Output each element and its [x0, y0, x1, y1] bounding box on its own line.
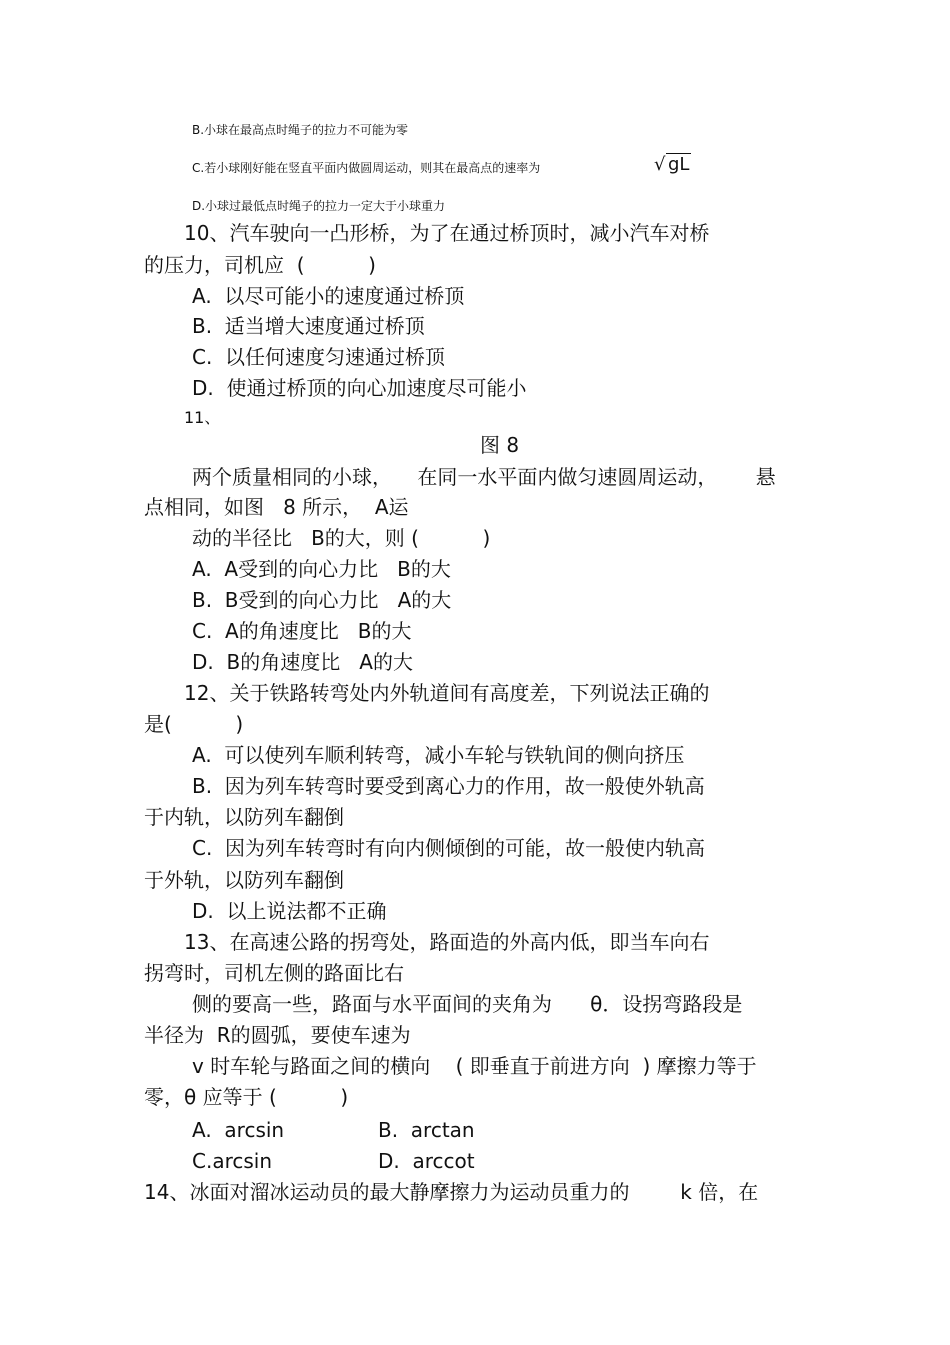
q13-option-b: B. arctan: [378, 1118, 475, 1142]
q11-stem-line1: 两个质量相同的小球， 在同一水平面内做匀速圆周运动， 悬: [192, 465, 776, 489]
q11-stem-line3: 动的半径比 B的大，则 ( ): [192, 526, 491, 550]
q13-stem-line6: 零，θ 应等于 ( ): [144, 1085, 349, 1109]
q9-option-b: B.小球在最高点时绳子的拉力不可能为零: [192, 123, 409, 137]
q14-stem-line1: 14、冰面对溜冰运动员的最大静摩擦力为运动员重力的 k 倍，在: [144, 1180, 759, 1204]
q13-stem-line2: 拐弯时，司机左侧的路面比右: [144, 961, 404, 985]
sqrt-formula: [654, 154, 691, 175]
q13-option-c: C.arcsin: [192, 1149, 273, 1173]
figure-caption: 图 8: [480, 433, 520, 457]
sqrt-argument: gL: [668, 154, 690, 175]
q12-option-d: D. 以上说法都不正确: [192, 899, 387, 923]
q13-stem-line1: 13、在高速公路的拐弯处，路面造的外高内低，即当车向右: [184, 930, 710, 954]
q10-option-c: C. 以任何速度匀速通过桥顶: [192, 345, 446, 369]
q11-number: 11、: [184, 408, 221, 427]
q13-option-d: D. arccot: [378, 1149, 475, 1173]
q13-stem-line4: 半径为 R的圆弧，要使车速为: [144, 1023, 411, 1047]
q13-option-a: A. arcsin: [192, 1118, 285, 1142]
q10-stem-line2: 的压力，司机应 ( ): [144, 253, 376, 277]
q13-stem-line5: v 时车轮与路面之间的横向 ( 即垂直于前进方向 ) 摩擦力等于: [192, 1054, 757, 1078]
q12-option-b-line1: B. 因为列车转弯时要受到离心力的作用，故一般使外轨高: [192, 774, 705, 798]
q12-option-a: A. 可以使列车顺利转弯，减小车轮与铁轨间的侧向挤压: [192, 743, 685, 767]
q12-option-b-line2: 于内轨，以防列车翻倒: [144, 805, 344, 829]
q10-option-a: A. 以尽可能小的速度通过桥顶: [192, 284, 465, 308]
q10-option-b: B. 适当增大速度通过桥顶: [192, 314, 425, 338]
q10-stem-line1: 10、汽车驶向一凸形桥，为了在通过桥顶时，减小汽车对桥: [184, 221, 710, 245]
q12-option-c-line2: 于外轨，以防列车翻倒: [144, 868, 344, 892]
q12-option-c-line1: C. 因为列车转弯时有向内侧倾倒的可能，故一般使内轨高: [192, 836, 706, 860]
sqrt-icon: √: [654, 154, 666, 175]
q11-option-c: C. A的角速度比 B的大: [192, 619, 412, 643]
q9-option-c: C.若小球刚好能在竖直平面内做圆周运动，则其在最高点的速率为: [192, 161, 541, 175]
q12-stem-line1: 12、关于铁路转弯处内外轨道间有高度差，下列说法正确的: [184, 681, 710, 705]
q12-stem-line2: 是( ): [144, 712, 244, 736]
q9-option-d: D.小球过最低点时绳子的拉力一定大于小球重力: [192, 199, 446, 213]
q10-option-d: D. 使通过桥顶的向心加速度尽可能小: [192, 376, 527, 400]
q11-option-d: D. B的角速度比 A的大: [192, 650, 413, 674]
q11-option-a: A. A受到的向心力比 B的大: [192, 557, 451, 581]
q11-option-b: B. B受到的向心力比 A的大: [192, 588, 452, 612]
q13-stem-line3: 侧的要高一些，路面与水平面间的夹角为 θ．设拐弯路段是: [192, 992, 743, 1016]
q11-stem-line2: 点相同，如图 8 所示， A运: [144, 495, 409, 519]
